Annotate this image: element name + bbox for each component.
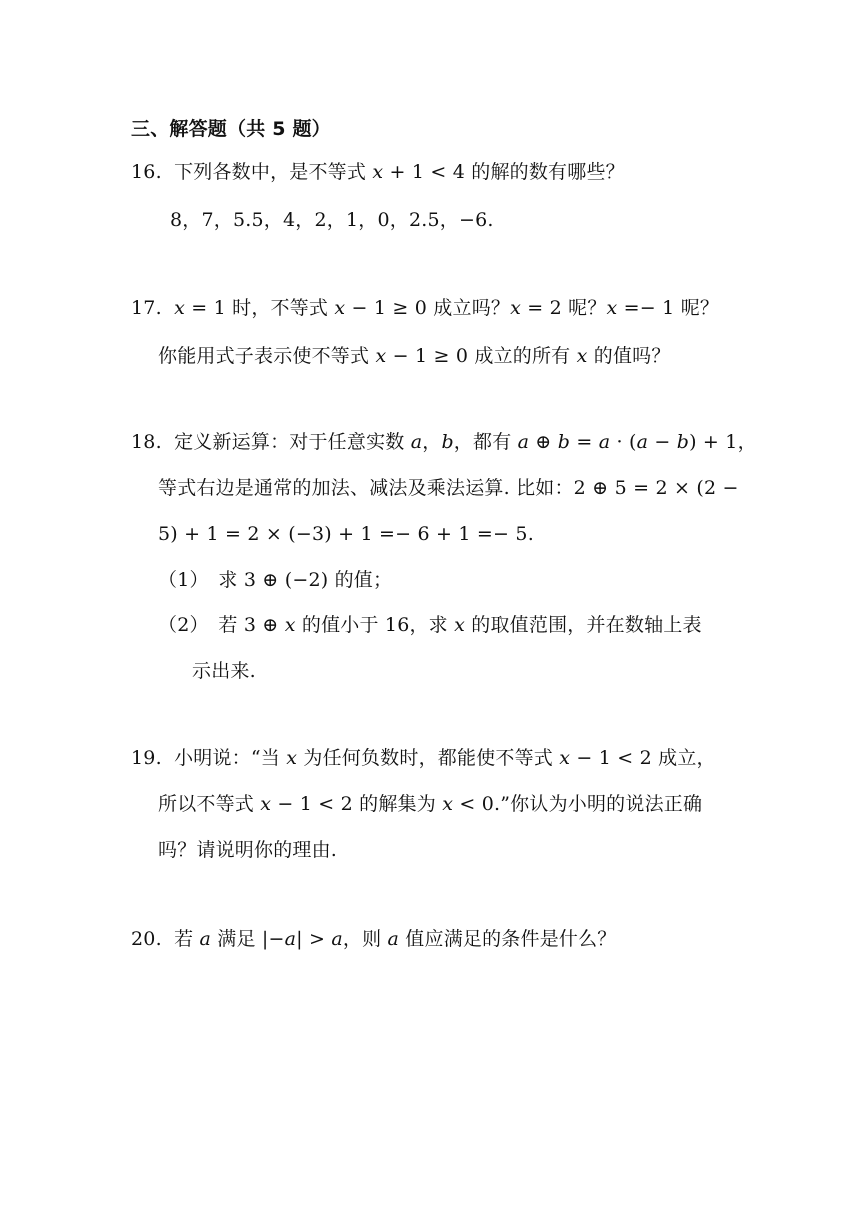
question-number: 17. [131,297,162,319]
question-number: 19. [131,747,162,769]
question-16-line-2: 8，7，5.5，4，2，1，0，2.5，−6. [170,209,494,231]
question-17-line-2: 你能用式子表示使不等式 𝑥 − 1 ≥ 0 成立的所有 𝑥 的值吗？ [158,345,671,367]
question-20-line-1 [131,926,617,952]
question-18-subpart-2: （2） 若 3 ⊕ 𝑥 的值小于 16，求 𝑥 的取值范围，并在数轴上表 [158,614,702,636]
question-19-line-1 [131,745,716,771]
question-19-line-2: 所以不等式 𝑥 − 1 < 2 的解集为 𝑥 < 0.”你认为小明的说法正确 [158,793,703,815]
question-19-line-3: 吗？请说明你的理由. [158,839,338,861]
question-19-text: 小明说：“当 𝑥 为任何负数时，都能使不等式 𝑥 − 1 < 2 成立， [174,747,716,769]
question-20-text: 若 𝑎 满足 |−𝑎| > 𝑎，则 𝑎 值应满足的条件是什么？ [174,928,617,950]
question-16-text: 下列各数中，是不等式 𝑥 + 1 < 4 的解的数有哪些？ [174,161,625,183]
question-18-line-1 [131,429,757,455]
question-18-line-3: 5) + 1 = 2 × (−3) + 1 =− 6 + 1 =− 5. [158,523,534,545]
question-18-subpart-2-cont: 示出来. [192,660,256,682]
question-number: 20. [131,928,162,950]
question-17-line-1 [131,295,719,321]
question-17-text: 𝑥 = 1 时，不等式 𝑥 − 1 ≥ 0 成立吗？𝑥 = 2 呢？𝑥 =− 1 呢？ [174,297,720,319]
section-title: 三、解答题（共 5 题） [131,118,331,140]
question-number: 16. [131,161,162,183]
question-number: 18. [131,431,162,453]
question-18-line-2: 等式右边是通常的加法、减法及乘法运算. 比如：2 ⊕ 5 = 2 × (2 − [158,477,739,499]
question-18-subpart-1: （1） 求 3 ⊕ (−2) 的值； [158,569,393,591]
question-18-text: 定义新运算：对于任意实数 𝑎，𝑏，都有 𝑎 ⊕ 𝑏 = 𝑎 · (𝑎 − 𝑏) + 1， [174,431,757,453]
question-16-line-1 [131,159,625,185]
